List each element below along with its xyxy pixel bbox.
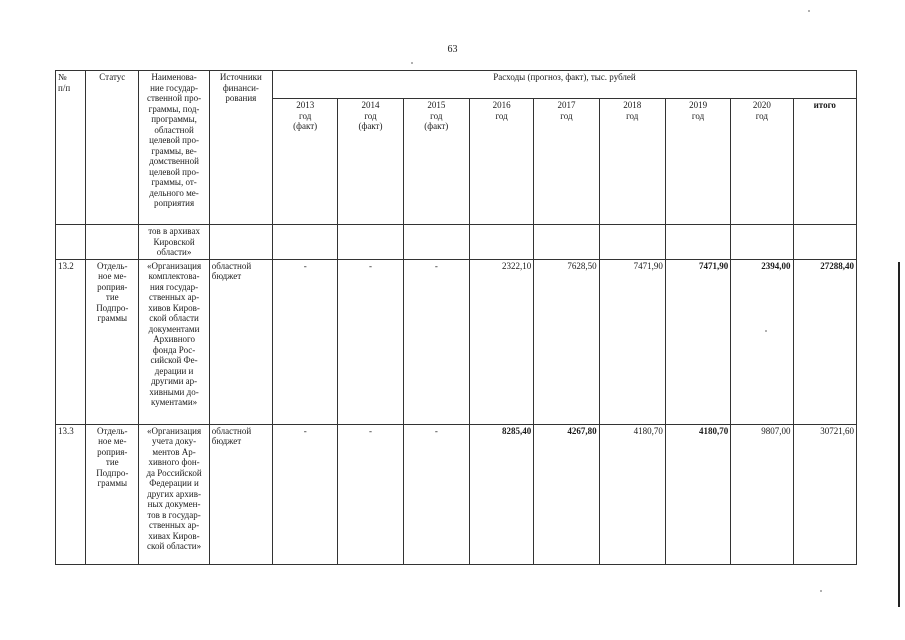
page-number: 63: [447, 44, 458, 55]
row-name: «Организация учета доку- ментов Ар- хивного фон- да Российской Федерации и других архив- ных докумен- тов в государ- ственных ар- хивах Киров- ской области»: [139, 424, 209, 564]
cont-status: [86, 225, 139, 260]
budget-table: [55, 70, 857, 565]
value-2014: -: [338, 259, 403, 424]
scan-speck: [411, 62, 413, 64]
year-2018: 2018 год: [599, 99, 665, 225]
year-2013: 2013 год (факт): [273, 99, 338, 225]
cont-cell: [469, 225, 533, 260]
value-2017: 4267,80: [534, 424, 599, 564]
value-2015: -: [403, 259, 469, 424]
year-2014: 2014 год (факт): [338, 99, 403, 225]
cont-cell: [665, 225, 730, 260]
value-total: 27288,40: [793, 259, 856, 424]
cont-cell: [731, 225, 793, 260]
value-2013: -: [273, 259, 338, 424]
table-row: [56, 424, 857, 564]
value-2015: -: [403, 424, 469, 564]
year-total: итого: [793, 99, 856, 225]
value-2014: -: [338, 424, 403, 564]
cont-source: [209, 225, 272, 260]
cont-cell: [338, 225, 403, 260]
cont-num: [56, 225, 86, 260]
row-name: «Организация комплектова- ния государ- ственных ар- хивов Киров- ской области документами Архивного фонда Рос- сийской Фе- дерации и другими ар- хивными до- кументами»: [139, 259, 209, 424]
value-total: 30721,60: [793, 424, 856, 564]
year-2015: 2015 год (факт): [403, 99, 469, 225]
header-row-top: [56, 71, 857, 99]
row-status: Отдель- ное ме- роприя- тие Подпро- граммы: [86, 424, 139, 564]
cont-cell: [403, 225, 469, 260]
cont-name: тов в архивах Кировской области»: [139, 225, 209, 260]
value-2018: 7471,90: [599, 259, 665, 424]
header-source: Источники финанси- рования: [209, 71, 272, 225]
row-status: Отдель- ное ме- роприя- тие Подпро- граммы: [86, 259, 139, 424]
header-name: Наименова- ние государ- ственной про- граммы, под- программы, областной целевой про- граммы, ве- домственной целевой про- граммы, от- дельного ме- роприятия: [139, 71, 209, 225]
row-num: 13.2: [56, 259, 86, 424]
table-row: [56, 259, 857, 424]
value-2020: 2394,00: [731, 259, 793, 424]
scan-speck: [808, 10, 810, 12]
cont-cell: [534, 225, 599, 260]
value-2017: 7628,50: [534, 259, 599, 424]
scan-speck: [765, 330, 767, 332]
header-status: Статус: [86, 71, 139, 225]
value-2016: 8285,40: [469, 424, 533, 564]
value-2016: 2322,10: [469, 259, 533, 424]
cont-cell: [793, 225, 856, 260]
year-2020: 2020 год: [731, 99, 793, 225]
year-2016: 2016 год: [469, 99, 533, 225]
continuation-row: [56, 225, 857, 260]
cont-cell: [273, 225, 338, 260]
value-2013: -: [273, 424, 338, 564]
header-num: № п/п: [56, 71, 86, 225]
row-num: 13.3: [56, 424, 86, 564]
scan-speck: [820, 590, 822, 592]
value-2018: 4180,70: [599, 424, 665, 564]
value-2020: 9807,00: [731, 424, 793, 564]
row-source: областной бюджет: [209, 259, 272, 424]
row-source: областной бюджет: [209, 424, 272, 564]
year-2019: 2019 год: [665, 99, 730, 225]
value-2019: 7471,90: [665, 259, 730, 424]
scan-margin-line: [898, 262, 900, 607]
cont-cell: [599, 225, 665, 260]
value-2019: 4180,70: [665, 424, 730, 564]
header-expenses-title: Расходы (прогноз, факт), тыс. рублей: [273, 71, 857, 99]
year-2017: 2017 год: [534, 99, 599, 225]
